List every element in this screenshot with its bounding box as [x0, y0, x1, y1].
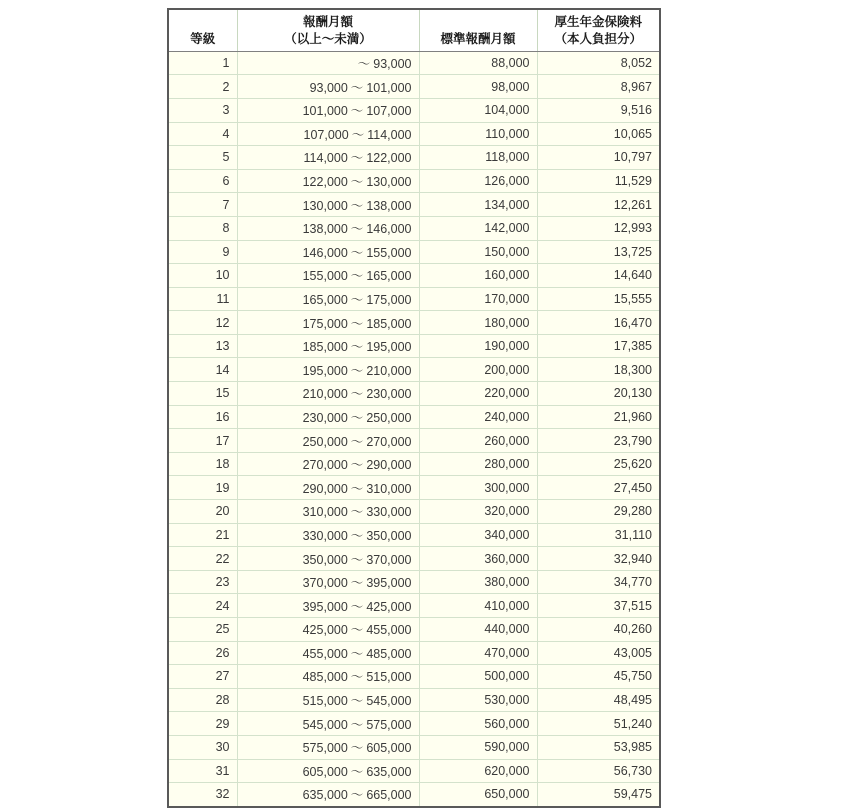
cell-standard-remuneration: 200,000	[419, 358, 537, 382]
range-from: 545,000	[302, 717, 348, 732]
cell-monthly-remuneration-range	[237, 122, 419, 146]
cell-monthly-remuneration-range	[237, 193, 419, 217]
cell-grade: 10	[168, 264, 237, 288]
cell-pension-premium: 12,993	[537, 216, 660, 240]
range-from: 395,000	[302, 599, 348, 614]
header-row	[168, 9, 660, 51]
range-tilde: ～	[350, 552, 364, 567]
range-to: 195,000	[366, 340, 412, 355]
cell-grade: 18	[168, 452, 237, 476]
cell-monthly-remuneration-range	[237, 287, 419, 311]
range-tilde: ～	[350, 410, 364, 425]
table-row	[168, 287, 660, 311]
range-from: 175,000	[302, 316, 348, 331]
range-tilde: ～	[350, 363, 364, 378]
cell-monthly-remuneration-range	[237, 146, 419, 170]
range-tilde: ～	[350, 387, 364, 402]
range-to: 330,000	[366, 505, 412, 520]
range-tilde: ～	[350, 741, 364, 756]
range-from: 93,000	[309, 80, 348, 95]
cell-monthly-remuneration-range	[237, 547, 419, 571]
cell-pension-premium: 18,300	[537, 358, 660, 382]
table-row	[168, 311, 660, 335]
range-tilde: ～	[350, 151, 364, 166]
range-to: 138,000	[366, 198, 412, 213]
cell-grade: 4	[168, 122, 237, 146]
table-row	[168, 688, 660, 712]
cell-pension-premium: 8,967	[537, 75, 660, 99]
cell-monthly-remuneration-range	[237, 641, 419, 665]
cell-monthly-remuneration-range	[237, 334, 419, 358]
cell-pension-premium: 8,052	[537, 51, 660, 75]
cell-grade: 20	[168, 500, 237, 524]
range-from: 185,000	[302, 340, 348, 355]
table-row	[168, 783, 660, 807]
cell-standard-remuneration: 300,000	[419, 476, 537, 500]
cell-grade: 27	[168, 665, 237, 689]
range-to: 545,000	[366, 694, 412, 709]
range-to: 665,000	[366, 788, 412, 803]
cell-grade: 31	[168, 759, 237, 783]
cell-standard-remuneration: 650,000	[419, 783, 537, 807]
column-header-monthly-remuneration	[237, 9, 419, 51]
range-tilde: ～	[350, 788, 364, 803]
range-to: 425,000	[366, 599, 412, 614]
cell-standard-remuneration: 620,000	[419, 759, 537, 783]
range-to: 210,000	[366, 363, 412, 378]
cell-grade: 19	[168, 476, 237, 500]
range-from: 290,000	[302, 481, 348, 496]
cell-standard-remuneration: 170,000	[419, 287, 537, 311]
cell-standard-remuneration: 590,000	[419, 735, 537, 759]
range-from: 210,000	[302, 387, 348, 402]
range-from: 138,000	[302, 222, 348, 237]
range-to: 310,000	[366, 481, 412, 496]
cell-pension-premium: 11,529	[537, 169, 660, 193]
range-to: 122,000	[366, 151, 412, 166]
cell-pension-premium: 15,555	[537, 287, 660, 311]
cell-pension-premium: 40,260	[537, 618, 660, 642]
cell-grade: 25	[168, 618, 237, 642]
cell-pension-premium: 27,450	[537, 476, 660, 500]
range-from: 270,000	[302, 458, 348, 473]
range-from: 230,000	[302, 410, 348, 425]
table-row	[168, 193, 660, 217]
range-to: 270,000	[366, 434, 412, 449]
range-tilde: ～	[350, 434, 364, 449]
table-body	[168, 51, 660, 807]
range-tilde: ～	[350, 505, 364, 520]
cell-standard-remuneration: 560,000	[419, 712, 537, 736]
cell-monthly-remuneration-range	[237, 476, 419, 500]
cell-pension-premium: 10,065	[537, 122, 660, 146]
range-to: 185,000	[366, 316, 412, 331]
cell-standard-remuneration: 98,000	[419, 75, 537, 99]
range-to: 93,000	[373, 57, 412, 72]
column-header-grade-line1: 等級	[190, 31, 216, 46]
range-tilde: ～	[350, 245, 364, 260]
cell-standard-remuneration: 180,000	[419, 311, 537, 335]
table-row	[168, 665, 660, 689]
table-row	[168, 382, 660, 406]
range-tilde: ～	[351, 127, 365, 142]
cell-standard-remuneration: 150,000	[419, 240, 537, 264]
range-to: 155,000	[366, 245, 412, 260]
column-header-standard-remuneration-line1: 標準報酬月額	[440, 31, 516, 46]
cell-standard-remuneration: 118,000	[419, 146, 537, 170]
range-from: 101,000	[302, 104, 348, 119]
cell-pension-premium: 56,730	[537, 759, 660, 783]
column-header-standard-remuneration	[419, 9, 537, 51]
range-tilde: ～	[350, 198, 364, 213]
range-from: 330,000	[302, 528, 348, 543]
cell-monthly-remuneration-range	[237, 311, 419, 335]
cell-monthly-remuneration-range	[237, 570, 419, 594]
cell-standard-remuneration: 470,000	[419, 641, 537, 665]
range-to: 290,000	[366, 458, 412, 473]
cell-monthly-remuneration-range	[237, 240, 419, 264]
cell-grade: 21	[168, 523, 237, 547]
table-row	[168, 759, 660, 783]
cell-monthly-remuneration-range	[237, 264, 419, 288]
range-to: 575,000	[366, 717, 412, 732]
column-header-monthly-remuneration-line2: （以上～未満）	[284, 31, 372, 46]
range-from: 155,000	[302, 269, 348, 284]
range-to: 101,000	[366, 80, 412, 95]
table-row	[168, 570, 660, 594]
cell-monthly-remuneration-range	[237, 618, 419, 642]
cell-monthly-remuneration-range	[237, 169, 419, 193]
range-tilde: ～	[350, 292, 364, 307]
range-tilde: ～	[350, 670, 364, 685]
cell-grade: 9	[168, 240, 237, 264]
range-tilde: ～	[350, 599, 364, 614]
cell-monthly-remuneration-range	[237, 429, 419, 453]
cell-standard-remuneration: 530,000	[419, 688, 537, 712]
range-to: 114,000	[367, 127, 412, 142]
range-tilde: ～	[350, 623, 364, 638]
range-to: 635,000	[366, 764, 412, 779]
cell-pension-premium: 29,280	[537, 500, 660, 524]
range-to: 455,000	[366, 623, 412, 638]
cell-grade: 23	[168, 570, 237, 594]
table-row	[168, 51, 660, 75]
range-tilde: ～	[350, 104, 364, 119]
cell-grade: 29	[168, 712, 237, 736]
range-tilde: ～	[350, 222, 364, 237]
cell-monthly-remuneration-range	[237, 688, 419, 712]
table-row	[168, 169, 660, 193]
cell-standard-remuneration: 410,000	[419, 594, 537, 618]
range-from: 455,000	[302, 646, 348, 661]
cell-monthly-remuneration-range	[237, 523, 419, 547]
range-to: 395,000	[366, 576, 412, 591]
range-from: 605,000	[302, 764, 348, 779]
table-row	[168, 334, 660, 358]
range-to: 370,000	[366, 552, 412, 567]
cell-monthly-remuneration-range	[237, 382, 419, 406]
range-to: 515,000	[366, 670, 412, 685]
table-row	[168, 264, 660, 288]
cell-grade: 14	[168, 358, 237, 382]
cell-grade: 12	[168, 311, 237, 335]
table-row	[168, 146, 660, 170]
cell-pension-premium: 32,940	[537, 547, 660, 571]
cell-grade: 32	[168, 783, 237, 807]
cell-monthly-remuneration-range	[237, 75, 419, 99]
cell-pension-premium: 34,770	[537, 570, 660, 594]
cell-standard-remuneration: 260,000	[419, 429, 537, 453]
range-tilde: ～	[350, 764, 364, 779]
column-header-pension-premium-line2: （本人負担分）	[554, 31, 642, 46]
cell-standard-remuneration: 190,000	[419, 334, 537, 358]
table-row	[168, 712, 660, 736]
range-from: 250,000	[302, 434, 348, 449]
cell-grade: 15	[168, 382, 237, 406]
cell-grade: 6	[168, 169, 237, 193]
table-row	[168, 641, 660, 665]
range-tilde: ～	[350, 269, 364, 284]
range-from: 146,000	[302, 245, 348, 260]
cell-grade: 22	[168, 547, 237, 571]
cell-pension-premium: 37,515	[537, 594, 660, 618]
range-tilde: ～	[350, 175, 364, 190]
table-row	[168, 75, 660, 99]
cell-pension-premium: 53,985	[537, 735, 660, 759]
cell-pension-premium: 10,797	[537, 146, 660, 170]
cell-pension-premium: 13,725	[537, 240, 660, 264]
cell-grade: 7	[168, 193, 237, 217]
cell-standard-remuneration: 142,000	[419, 216, 537, 240]
range-to: 130,000	[366, 175, 412, 190]
range-to: 175,000	[366, 292, 412, 307]
pension-premium-table	[167, 8, 661, 808]
table-row	[168, 452, 660, 476]
range-to: 350,000	[366, 528, 412, 543]
table-row	[168, 476, 660, 500]
range-from: 195,000	[302, 363, 348, 378]
cell-grade: 30	[168, 735, 237, 759]
range-tilde: ～	[350, 694, 364, 709]
range-tilde: ～	[350, 528, 364, 543]
range-from: 130,000	[302, 198, 348, 213]
range-to: 485,000	[366, 646, 412, 661]
range-from: 350,000	[302, 552, 348, 567]
table-row	[168, 122, 660, 146]
cell-grade: 16	[168, 405, 237, 429]
cell-standard-remuneration: 240,000	[419, 405, 537, 429]
table-row	[168, 98, 660, 122]
table-row	[168, 429, 660, 453]
cell-pension-premium: 17,385	[537, 334, 660, 358]
range-to: 250,000	[366, 410, 412, 425]
cell-pension-premium: 23,790	[537, 429, 660, 453]
table-row	[168, 523, 660, 547]
cell-monthly-remuneration-range	[237, 594, 419, 618]
cell-standard-remuneration: 320,000	[419, 500, 537, 524]
range-from: 107,000	[303, 127, 349, 142]
cell-monthly-remuneration-range	[237, 735, 419, 759]
range-tilde: ～	[350, 458, 364, 473]
cell-standard-remuneration: 340,000	[419, 523, 537, 547]
cell-pension-premium: 48,495	[537, 688, 660, 712]
cell-pension-premium: 45,750	[537, 665, 660, 689]
cell-grade: 5	[168, 146, 237, 170]
cell-grade: 26	[168, 641, 237, 665]
range-tilde: ～	[350, 646, 364, 661]
cell-monthly-remuneration-range	[237, 358, 419, 382]
range-to: 146,000	[366, 222, 412, 237]
table-row	[168, 216, 660, 240]
cell-monthly-remuneration-range	[237, 500, 419, 524]
range-from: 310,000	[302, 505, 348, 520]
table-row	[168, 405, 660, 429]
range-from: 425,000	[302, 623, 348, 638]
range-from: 575,000	[302, 741, 348, 756]
range-tilde: ～	[357, 57, 371, 72]
cell-grade: 8	[168, 216, 237, 240]
range-tilde: ～	[350, 316, 364, 331]
cell-standard-remuneration: 104,000	[419, 98, 537, 122]
range-tilde: ～	[350, 576, 364, 591]
cell-grade: 1	[168, 51, 237, 75]
range-to: 107,000	[366, 104, 412, 119]
cell-pension-premium: 51,240	[537, 712, 660, 736]
table-row	[168, 547, 660, 571]
cell-standard-remuneration: 126,000	[419, 169, 537, 193]
range-tilde: ～	[350, 481, 364, 496]
cell-monthly-remuneration-range	[237, 98, 419, 122]
range-from: 122,000	[302, 175, 348, 190]
range-from: 370,000	[302, 576, 348, 591]
column-header-monthly-remuneration-line1: 報酬月額	[302, 15, 353, 29]
range-from: 165,000	[302, 292, 348, 307]
cell-grade: 11	[168, 287, 237, 311]
cell-pension-premium: 12,261	[537, 193, 660, 217]
cell-monthly-remuneration-range	[237, 783, 419, 807]
range-from: 515,000	[302, 694, 348, 709]
cell-standard-remuneration: 440,000	[419, 618, 537, 642]
cell-monthly-remuneration-range	[237, 405, 419, 429]
table-row	[168, 240, 660, 264]
table-row	[168, 618, 660, 642]
cell-pension-premium: 9,516	[537, 98, 660, 122]
column-header-pension-premium-line1: 厚生年金保険料	[554, 15, 642, 29]
cell-standard-remuneration: 110,000	[419, 122, 537, 146]
range-to: 165,000	[366, 269, 412, 284]
range-tilde: ～	[350, 717, 364, 732]
table-row	[168, 500, 660, 524]
cell-grade: 13	[168, 334, 237, 358]
cell-pension-premium: 31,110	[537, 523, 660, 547]
cell-standard-remuneration: 280,000	[419, 452, 537, 476]
cell-monthly-remuneration-range	[237, 216, 419, 240]
cell-pension-premium: 14,640	[537, 264, 660, 288]
cell-standard-remuneration: 220,000	[419, 382, 537, 406]
table-row	[168, 735, 660, 759]
cell-grade: 24	[168, 594, 237, 618]
cell-grade: 2	[168, 75, 237, 99]
range-from: 485,000	[302, 670, 348, 685]
cell-standard-remuneration: 160,000	[419, 264, 537, 288]
cell-standard-remuneration: 88,000	[419, 51, 537, 75]
table-row	[168, 594, 660, 618]
table-row	[168, 358, 660, 382]
cell-standard-remuneration: 380,000	[419, 570, 537, 594]
cell-pension-premium: 43,005	[537, 641, 660, 665]
column-header-grade	[168, 9, 237, 51]
cell-pension-premium: 25,620	[537, 452, 660, 476]
range-tilde: ～	[350, 340, 364, 355]
cell-monthly-remuneration-range	[237, 665, 419, 689]
column-header-pension-premium	[537, 9, 660, 51]
cell-pension-premium: 21,960	[537, 405, 660, 429]
cell-monthly-remuneration-range	[237, 712, 419, 736]
cell-standard-remuneration: 134,000	[419, 193, 537, 217]
cell-pension-premium: 59,475	[537, 783, 660, 807]
cell-pension-premium: 20,130	[537, 382, 660, 406]
cell-grade: 17	[168, 429, 237, 453]
cell-monthly-remuneration-range	[237, 51, 419, 75]
table-header	[168, 9, 660, 51]
cell-grade: 3	[168, 98, 237, 122]
cell-monthly-remuneration-range	[237, 452, 419, 476]
range-from: 114,000	[303, 151, 348, 166]
range-tilde: ～	[350, 80, 364, 95]
cell-monthly-remuneration-range	[237, 759, 419, 783]
cell-grade: 28	[168, 688, 237, 712]
cell-pension-premium: 16,470	[537, 311, 660, 335]
range-to: 605,000	[366, 741, 412, 756]
cell-standard-remuneration: 500,000	[419, 665, 537, 689]
range-to: 230,000	[366, 387, 412, 402]
cell-standard-remuneration: 360,000	[419, 547, 537, 571]
range-from: 635,000	[302, 788, 348, 803]
